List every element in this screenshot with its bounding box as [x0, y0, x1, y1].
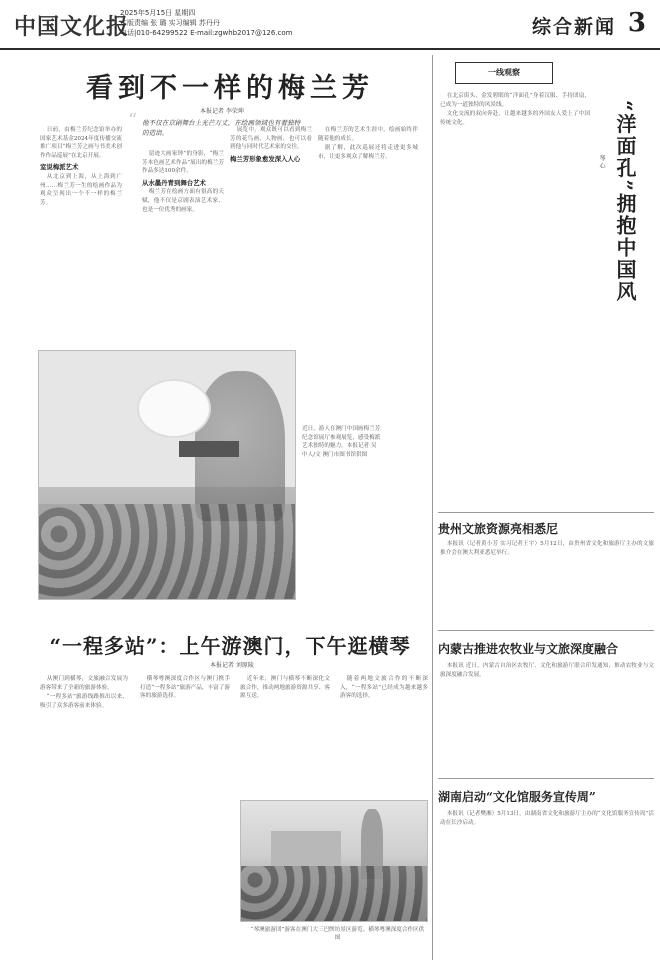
article1-column-4 — [318, 126, 418, 341]
issue-date: 2025年5月15日 星期四 — [120, 9, 196, 17]
paragraph: 梅兰芳在绘画方面有很高的天赋，他不仅是京剧表演艺术家，也是一位优秀的画家。 — [142, 189, 224, 213]
subheading: 室说梅派艺术 — [40, 163, 79, 172]
photo-tourists — [241, 866, 427, 921]
paragraph: 文化交流的双向奔赴，让越来越多的外国友人爱上了中国传统文化。 — [440, 111, 590, 126]
article2-byline: 本报记者 刘原陵 — [210, 662, 254, 669]
issue-info — [120, 8, 292, 38]
paragraph: 从澳门到横琴，文旅融合发展为游客带来了全新的旅游体验。 — [40, 676, 128, 691]
column-badge: 一线观察 — [455, 62, 553, 84]
article1-byline: 本报记者 李荣坤 — [200, 108, 244, 115]
hunan-title: 湖南启动“文化馆服务宣传周” — [438, 790, 596, 804]
paragraph: 本报讯（记者黄小芳 实习记者王宇）5月12日，由贵州省文化和旅游厅主办的文旅推介会在澳大利亚悉尼举行。 — [440, 541, 654, 556]
quote-mark-icon: “ — [128, 110, 138, 131]
article1-column-1 — [40, 126, 122, 341]
cloud-mascot-icon — [139, 381, 209, 436]
section-title: 综合新闻 — [531, 16, 616, 38]
column-text — [440, 92, 590, 512]
paragraph: 据了解，此次巡展还将走进更多城市，让更多观众了解梅兰芳。 — [318, 145, 418, 160]
newspaper-logo: 中国文化报 — [14, 14, 130, 40]
article2-photo — [240, 800, 428, 922]
page-number: 3 — [627, 8, 646, 38]
column-author: 琴 心 — [598, 155, 605, 169]
article2-column-3 — [240, 675, 330, 795]
paragraph: 留迹大画家钟”的身影，“梅兰芳本色画艺术作品”展出的梅兰芳作品多达100余件。 — [142, 151, 224, 175]
column-divider — [432, 55, 433, 960]
rule — [438, 630, 654, 631]
editors: 本版责编 张 璐 实习编辑 苏丹丹 — [120, 19, 220, 27]
paragraph: 本报讯 近日，内蒙古自治区农牧厅、文化和旅游厅联合印发通知，推动农牧业与文旅深度融合发展。 — [440, 663, 654, 678]
photo-crowd — [39, 504, 295, 599]
paragraph: 本报讯（记者樊湘）5月13日，由湖南省文化和旅游厅主办的“文化馆服务宣传周”活动在长沙启动。 — [440, 811, 654, 826]
contact: 电话|010-64299522 E-mail:zgwhb2017@126.com — [120, 29, 293, 37]
subheading: 从水墨丹青到舞台艺术 — [142, 178, 206, 187]
subheading: 梅兰芳形象愈发深入人心 — [230, 154, 301, 163]
column-title: “洋面孔”拥抱中国风 — [613, 100, 637, 304]
article1-title: 看到不一样的梅兰芳 — [86, 73, 374, 104]
inner-mongolia-text — [440, 662, 654, 772]
rule — [438, 512, 654, 513]
rule — [438, 778, 654, 779]
article2-column-1 — [40, 675, 128, 955]
article1-column-3 — [230, 126, 312, 341]
inner-mongolia-title: 内蒙古推进农牧业与文旅深度融合 — [438, 642, 619, 656]
article1-column-2 — [142, 150, 224, 345]
guizhou-text — [440, 540, 654, 625]
paragraph: 近年来，澳门与横琴不断深化文旅合作，推动两地旅游资源共享、客源互送。 — [240, 676, 330, 700]
paragraph: 在梅兰芳的艺术生涯中，绘画始终伴随着他的成长。 — [318, 127, 418, 142]
article2-column-4 — [340, 675, 428, 795]
article2-photo-caption: “琴澳旅游团”游客在澳门大三巴牌坊景区游览。横琴粤澳深度合作区供图 — [250, 927, 425, 941]
article2-column-2 — [140, 675, 230, 955]
photo-sign — [179, 441, 239, 457]
article2-title: “一程多站”：上午游澳门，下午逛横琴 — [49, 634, 411, 658]
paragraph: 横琴粤澳深度合作区与澳门携手打造“一程多站”旅游产品，丰富了游客的旅游选择。 — [140, 676, 230, 700]
paragraph: “一程多站”旅游线路推出以来，吸引了众多游客前来体验。 — [40, 694, 128, 709]
masthead — [0, 0, 660, 50]
paragraph: 日前，由梅兰芳纪念馆举办的国家艺术基金2024年度传播交流推广项目“梅兰芳之画与书美术创作作品巡展”在北京开展。 — [40, 127, 122, 159]
paragraph: 在北京街头，金发碧眼的“洋面孔”身着汉服、手持团扇，已成为一道独特的风景线。 — [440, 93, 590, 108]
hunan-text — [440, 810, 654, 955]
article1-photo-caption: 近日，游人在澳门中国画梅兰芳纪念馆展厅参观展览，感受梅派艺术独特的魅力。本报记者 吴中人/文 澳门市图书馆供图 — [302, 426, 381, 458]
paragraph: 从北京到上海，从上海到广州……梅兰芳一生的绘画作品为观众呈现出一个不一样的梅兰芳。 — [40, 173, 122, 206]
article1-quote: 他不仅在京剧舞台上光芒万丈，在绘画领域也有着独特的造诣。 — [142, 119, 301, 137]
article1-photo — [38, 350, 296, 600]
guizhou-title: 贵州文旅资源亮相悉尼 — [438, 522, 559, 536]
paragraph: 展览中，观众既可以看到梅兰芳的花鸟画、人物画，也可以看到他与同时代艺术家的交往。 — [230, 127, 312, 151]
paragraph: 随着两地文旅合作的不断深入，“一程多站”已经成为越来越多游客的选择。 — [340, 676, 428, 700]
